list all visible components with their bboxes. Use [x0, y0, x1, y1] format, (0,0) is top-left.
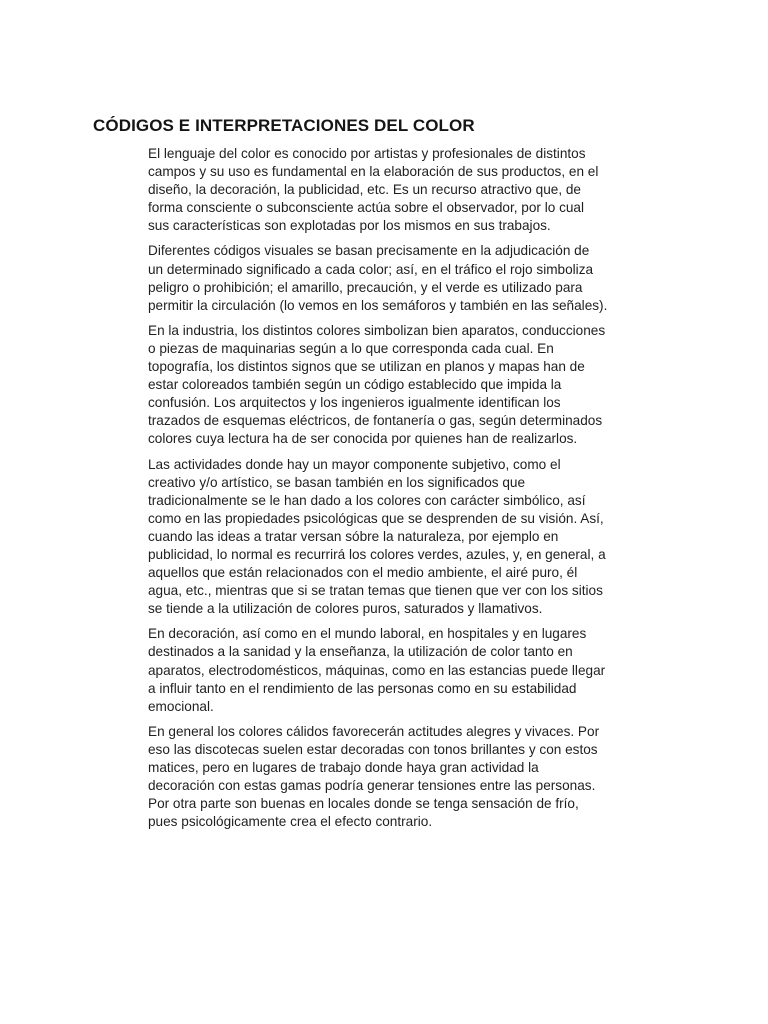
- paragraph: En decoración, así como en el mundo laboral, en hospitales y en lugares destinados a la sanidad y la enseñanza, la utilización de color tanto en aparatos, electrodomésticos, máquinas, como en las estancias puede llegar a influir tanto en el rendimiento de las personas como en su estabilidad emocional.: [148, 626, 606, 714]
- document-title: CÓDIGOS E INTERPRETACIONES DEL COLOR: [93, 116, 475, 135]
- paragraph: Las actividades donde hay un mayor componente subjetivo, como el creativo y/o artístico, se basan también en los significados que tradicionalmente se le han dado a los colores con carácter simbólico, así como en las propiedades psicológicas que se desprenden de su visión. Así, cuando las ideas a tratar versan sóbre la naturaleza, por ejemplo en publicidad, lo normal es recurrirá los colores verdes, azules, y, en general, a aquellos que están relacionados con el medio ambiente, el airé puro, él agua, etc., mientras que si se tratan temas que tienen que ver con los sitios se tiende a la utilización de colores puros, saturados y llamativos.: [148, 456, 606, 617]
- paragraph: Diferentes códigos visuales se basan precisamente en la adjudicación de un determinado significado a cada color; así, en el tráfico el rojo simboliza peligro o prohibición; el amarillo, precaución, y el verde es utilizado para permitir la circulación (lo vemos en los semáforos y también en las señales).: [148, 243, 608, 313]
- document-body: [148, 145, 608, 838]
- paragraph: El lenguaje del color es conocido por artistas y profesionales de distintos campos y su uso es fundamental en la elaboración de sus productos, en el diseño, la decoración, la publicidad, etc. Es un recurso atractivo que, de forma consciente o subconsciente actúa sobre el observador, por lo cual sus características son explotadas por los mismos en sus trabajos.: [148, 146, 599, 234]
- paragraph: En la industria, los distintos colores simbolizan bien aparatos, conducciones o piezas de maquinarias según a lo que corresponda cada cual. En topografía, los distintos signos que se utilizan en planos y mapas han de estar coloreados también según un código establecido que impida la confusión. Los arquitectos y los ingenieros igualmente identifican los trazados de esquemas eléctricos, de fontanería o gas, según determinados colores cuya lectura ha de ser conocida por quienes han de realizarlos.: [148, 322, 606, 447]
- paragraph: En general los colores cálidos favorecerán actitudes alegres y vivaces. Por eso las discotecas suelen estar decoradas con tonos brillantes y con estos matices, pero en lugares de trabajo donde haya gran actividad la decoración con estas gamas podría generar tensiones entre las personas. Por otra parte son buenas en locales donde se tenga sensación de frío, pues psicológicamente crea el efecto contrario.: [148, 723, 600, 830]
